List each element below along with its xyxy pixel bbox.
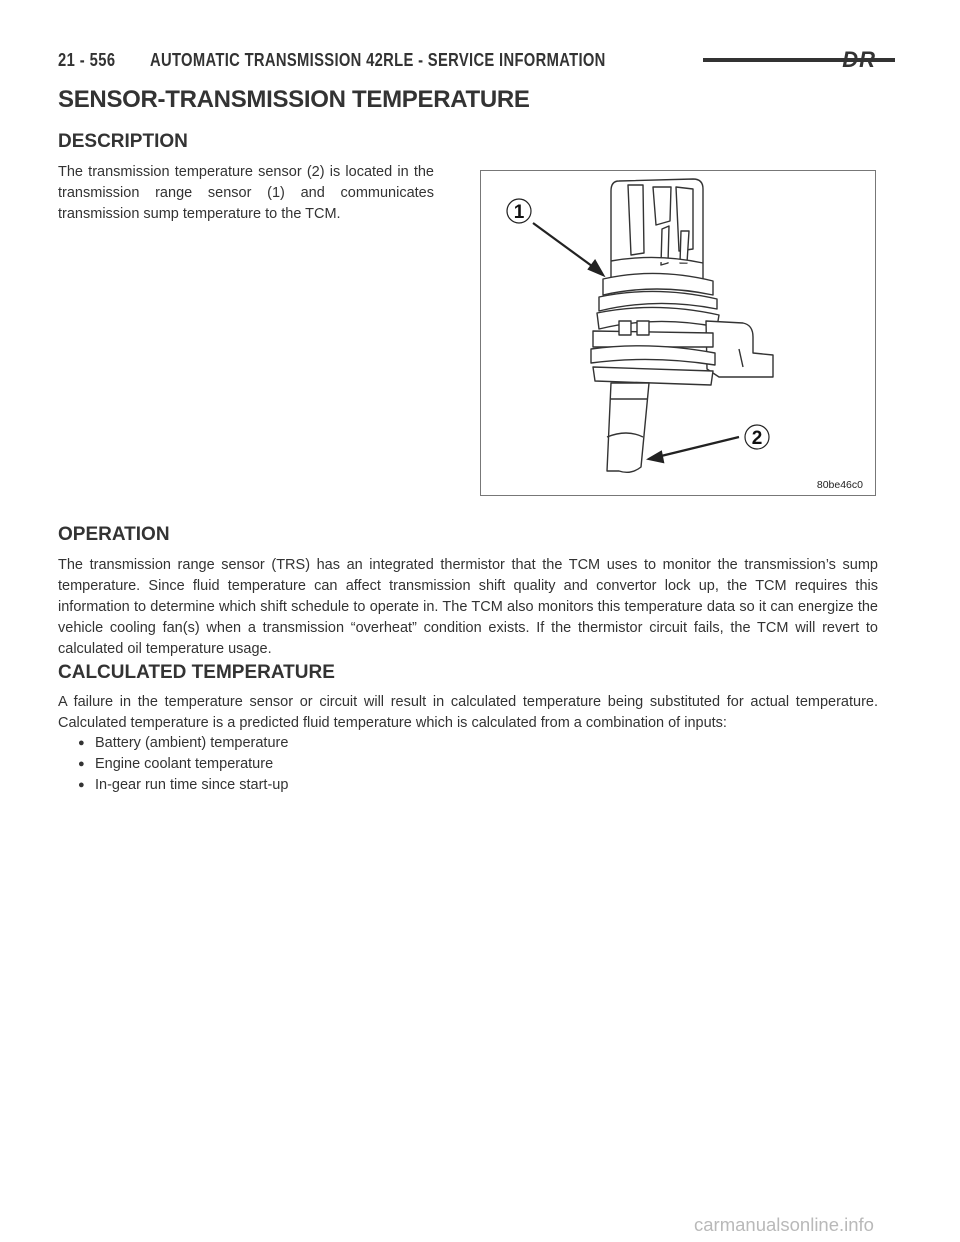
sensor-illustration — [481, 171, 877, 497]
sensor-figure — [480, 170, 876, 496]
operation-text: The transmission range sensor (TRS) has an integrated thermistor that the TCM uses to monitor the transmission’s sump temperature. Since fluid temperature can affect transmission shift quality and convertor lock up, the TCM requires this information to determine which shift schedule to operate in. The TCM also monitors this temperature data so it can energize the vehicle cooling fan(s) when a transmission “overheat” condition exists. If the thermistor circuit fails, the TCM will revert to calculated oil temperature usage. — [58, 557, 878, 657]
calculated-temperature-text: A failure in the temperature sensor or circuit will result in calculated temperature being substituted for actual temperature. Calculated temperature is a predicted fluid temperature which is calculated from a combination of inputs: — [58, 694, 878, 731]
inputs-list — [78, 733, 288, 796]
calculated-temperature-heading: CALCULATED TEMPERATURE — [58, 662, 335, 683]
bullet-icon: ● — [78, 779, 85, 791]
callout-1: 1 — [513, 202, 525, 223]
page-header — [58, 46, 878, 74]
page-title: SENSOR-TRANSMISSION TEMPERATURE — [58, 86, 530, 113]
list-item-text: Battery (ambient) temperature — [95, 735, 289, 751]
list-item — [78, 775, 288, 796]
brand-mark: DR — [842, 47, 876, 72]
description-heading: DESCRIPTION — [58, 131, 188, 152]
figure-id: 80be46c0 — [816, 479, 863, 491]
bullet-icon: ● — [78, 758, 85, 770]
section-title: AUTOMATIC TRANSMISSION 42RLE - SERVICE INFORMATION — [150, 49, 606, 70]
callout-2: 2 — [751, 428, 763, 449]
operation-heading: OPERATION — [58, 524, 170, 545]
list-item — [78, 754, 288, 775]
list-item-text: In-gear run time since start-up — [95, 777, 289, 793]
bullet-icon: ● — [78, 737, 85, 749]
description-text: The transmission temperature sensor (2) is located in the transmission range sensor (1) and communicates transmission sump temperature to the TCM. — [58, 164, 434, 222]
page-number: 21 - 556 — [58, 49, 116, 70]
watermark: carmanualsonline.info — [694, 1214, 874, 1235]
list-item-text: Engine coolant temperature — [95, 756, 274, 772]
list-item — [78, 733, 288, 754]
